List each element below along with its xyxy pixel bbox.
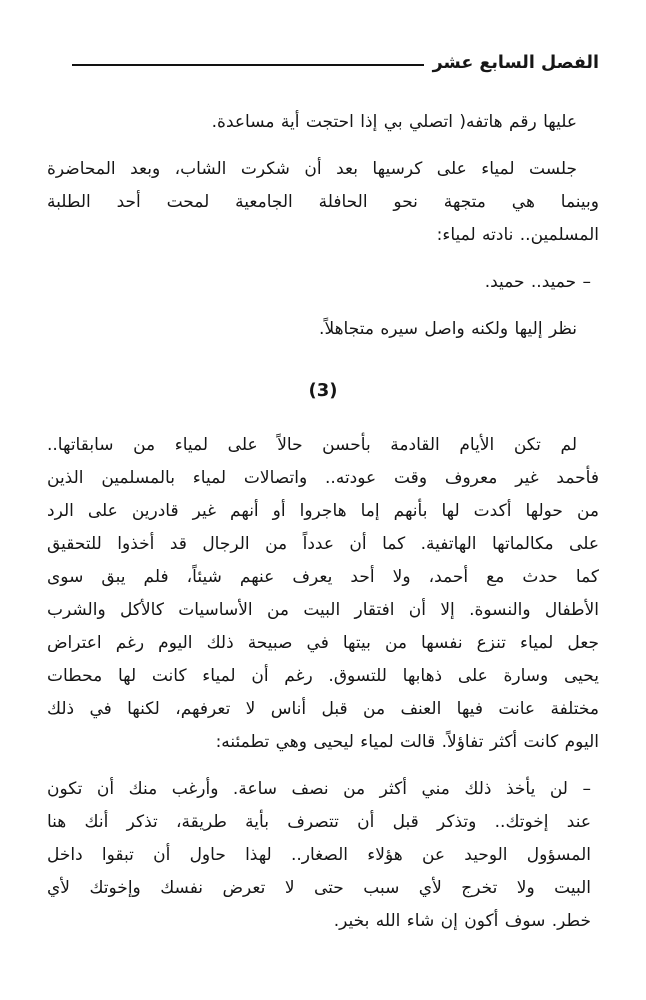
text-line: – حميد.. حميد. [484,272,591,292]
paragraph [47,313,599,346]
content-blocks [47,106,599,938]
text-line: جلست لمياء على كرسيها بعد أن شكرت الشاب، وبعد المحاضرة [47,159,577,179]
text-line: كما حدث مع أحمد، ولا أحد يعرف عنهم شيئاً، فلم يبق سوى [47,567,599,587]
text-line: – لن يأخذ ذلك مني أكثر من نصف ساعة. وأرغب منك أن تكون [47,779,591,799]
text-line: عليها رقم هاتفه( اتصلي بي إذا احتجت أية مساعدة. [211,112,577,132]
text-line: جعل لمياء تنزع نفسها من بيتها في صبيحة ذلك اليوم رغم اعتراض [47,633,599,653]
text-line: الأطفال والنسوة. إلا أن افتقار البيت من الأساسيات كالأكل والشرب [47,600,599,620]
text-line: خطر. سوف أكون إن شاء الله بخير. [333,911,591,931]
text-line: المسؤول الوحيد عن هؤلاء الصغار.. لهذا حاول أن تبقوا داخل [47,845,591,865]
text-line: المسلمين.. نادته لمياء: [436,225,599,245]
page-header [47,50,599,76]
text-line: لم تكن الأيام القادمة بأحسن حالاً على لمياء من سابقاتها.. [47,435,577,455]
text-line: نظر إليها ولكنه واصل سيره متجاهلاً. [319,319,577,339]
paragraph [47,153,599,252]
paragraph [47,429,599,759]
text-line: من حولها أكدت لها بأنهم إما هاجروا أو أنهم غير قادرين على الرد [47,501,599,521]
text-line: يحيى وسارة على ذهابها للتسوق. رغم أن لمياء كانت لها محطات [47,666,599,686]
text-line: (3) [308,380,338,401]
dialogue-paragraph [47,266,599,299]
text-line: فأحمد غير معروف وقت عودته.. واتصالات لمياء بالمسلمين الذين [47,468,599,488]
text-line: مختلفة عانت فيها العنف من قبل أناس لا تعرفهم، لكنها في ذلك [47,699,599,719]
text-line: عند إخوتك.. وتذكر قبل أن تتصرف بأية طريقة، تذكر أنك هنا [47,812,591,832]
text-line: وبينما هي متجهة نحو الحافلة الجامعية لمحت أحد الطلبة [47,192,599,212]
section-marker [47,374,599,407]
text-line: اليوم كانت أكثر تفاؤلاً. قالت لمياء ليحيى وهي تطمئنه: [215,732,599,752]
header-rule [72,64,424,66]
dialogue-paragraph [47,773,599,938]
paragraph [47,106,599,139]
chapter-title: الفصل السابع عشر [432,53,599,73]
text-line: البيت ولا تخرج لأي سبب حتى لا تعرض نفسك وإخوتك لأي [47,878,591,898]
text-line: على مكالماتها الهاتفية. كما أن عدداً من الرجال قد أخذوا للتحقيق [47,534,599,554]
